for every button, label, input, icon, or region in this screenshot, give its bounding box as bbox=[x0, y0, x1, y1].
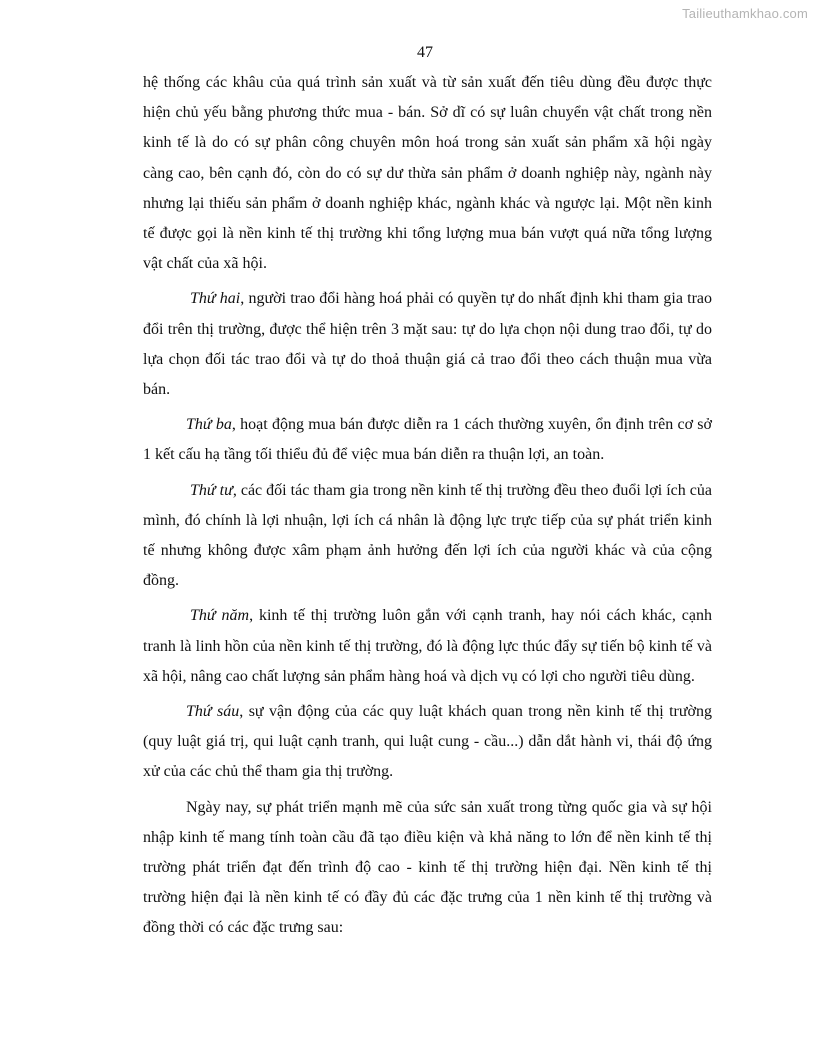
paragraph-text: hệ thống các khâu của quá trình sản xuất và từ sản xuất đến tiêu dùng đều được thực hiện chủ yếu bằng phương thức mua - bán. Sở dĩ có sự luân chuyển vật chất trong nền kinh tế là do có sự phân công chuyên môn hoá trong sản xuất sản phẩm xã hội ngày càng cao, bên cạnh đó, còn do có sự dư thừa sản phẩm ở doanh nghiệp này, ngành này nhưng lại thiếu sản phẩm ở doanh nghiệp khác, ngành khác và ngược lại. Một nền kinh tế được gọi là nền kinh tế thị trường khi tổng lượng mua bán vượt quá nữa tổng lượng vật chất của xã hội. bbox=[143, 74, 712, 273]
paragraph-thu-nam bbox=[143, 601, 712, 692]
paragraph-lead: Thứ ba bbox=[186, 416, 232, 434]
paragraph-text: , hoạt động mua bán được diễn ra 1 cách thường xuyên, ổn định trên cơ sở 1 kết cấu hạ tầng tối thiểu đủ để việc mua bán diễn ra thuận lợi, an toàn. bbox=[143, 416, 712, 464]
paragraph-ngay-nay bbox=[143, 793, 712, 944]
paragraph-lead: Thứ năm bbox=[190, 607, 250, 625]
paragraph-thu-hai bbox=[143, 284, 712, 405]
paragraph-text: , sự vận động của các quy luật khách quan trong nền kinh tế thị trường (quy luật giá trị, qui luật cạnh tranh, qui luật cung - cầu...) dẫn dắt hành vi, thái độ ứng xử của các chủ thể tham gia thị trường. bbox=[143, 703, 713, 781]
paragraph-text: , các đối tác tham gia trong nền kinh tế thị trường đều theo đuổi lợi ích của mình, đó chính là lợi nhuận, lợi ích cá nhân là động lực trực tiếp của sự phát triển kinh tế nhưng không được xâm phạm ảnh hưởng đến lợi ích của người khác và của cộng đồng. bbox=[143, 481, 713, 590]
paragraph-thu-tu bbox=[143, 476, 712, 597]
paragraph-text: , kinh tế thị trường luôn gắn với cạnh tranh, hay nói cách khác, cạnh tranh là linh hồn của nền kinh tế thị trường, đó là động lực thúc đẩy sự tiến bộ kinh tế và xã hội, nâng cao chất lượng sản phẩm hàng hoá và dịch vụ có lợi cho người tiêu dùng. bbox=[143, 607, 712, 685]
page-number: 47 bbox=[417, 44, 433, 61]
paragraph-lead: Thứ hai bbox=[190, 290, 241, 308]
watermark: Tailieuthamkhao.com bbox=[682, 6, 808, 21]
paragraph-text: Ngày nay, sự phát triển mạnh mẽ của sức sản xuất trong từng quốc gia và sự hội nhập kinh tế mang tính toàn cầu đã tạo điều kiện và khả năng to lớn để nền kinh tế thị trường phát triển đạt đến trình độ cao - kinh tế thị trường hiện đại. Nền kinh tế thị trường hiện đại là nền kinh tế có đầy đủ các đặc trưng của 1 nền kinh tế thị trường và đồng thời có các đặc trưng sau: bbox=[143, 798, 712, 937]
document-body bbox=[143, 68, 712, 949]
paragraph-text: , người trao đổi hàng hoá phải có quyền tự do nhất định khi tham gia trao đổi trên thị trường, được thể hiện trên 3 mặt sau: tự do lựa chọn nội dung trao đổi, tự do lựa chọn đối tác trao đổi và tự do thoả thuận giá cả trao đổi theo cách thuận mua vừa bán. bbox=[143, 290, 712, 399]
paragraph-thu-sau bbox=[143, 697, 712, 788]
paragraph-intro bbox=[143, 68, 712, 279]
paragraph-lead: Thứ sáu bbox=[186, 703, 240, 721]
paragraph-lead: Thứ tư bbox=[190, 481, 233, 499]
paragraph-thu-ba bbox=[143, 410, 712, 470]
